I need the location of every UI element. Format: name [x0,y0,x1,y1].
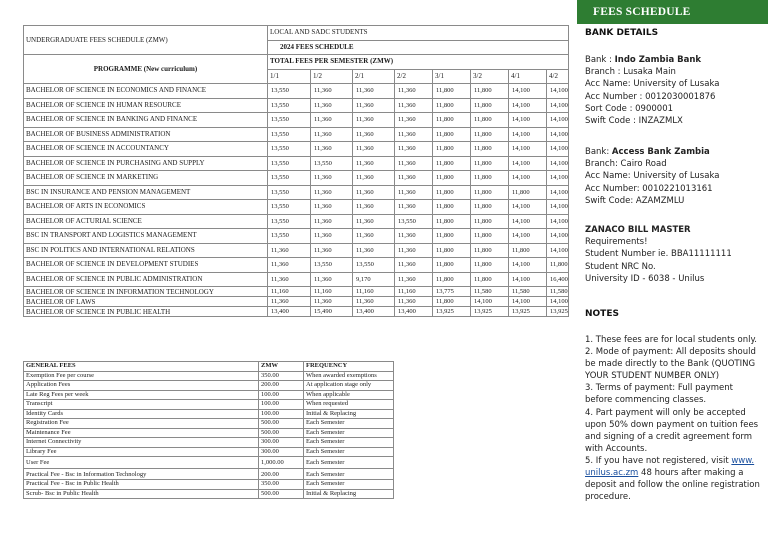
general-fee-item: Internet Connectivity [24,438,259,448]
frequency-header: FREQUENCY [304,362,394,372]
fee-cell: 11,800 [471,127,509,142]
fee-cell: 11,360 [353,127,395,142]
fee-cell: 13,925 [547,307,569,317]
general-fee-frequency: Each Semester [304,480,394,490]
fee-cell: 11,360 [353,98,395,113]
note-5-text-end: 48 hours after making a deposit and follow the online registration procedure. [585,468,760,503]
fee-cell: 14,100 [509,297,547,307]
fee-cell: 13,550 [268,200,311,215]
fee-cell: 14,100 [547,127,569,142]
fees-row [24,156,569,171]
fee-cell: 14,100 [547,142,569,157]
general-fee-row [24,381,394,391]
general-fee-amount: 200.00 [259,468,304,480]
general-fee-item: Registration Fee [24,419,259,429]
fee-cell: 11,360 [395,272,433,287]
bank-name: Indo Zambia Bank [614,55,702,65]
fee-cell: 14,100 [547,229,569,244]
fee-cell: 11,800 [433,214,471,229]
general-fee-row [24,457,394,469]
general-fee-amount: 300.00 [259,438,304,448]
general-fees-header: GENERAL FEES [24,362,259,372]
general-fee-amount: 350.00 [259,371,304,381]
general-fee-row [24,371,394,381]
fee-cell: 14,100 [509,229,547,244]
fee-cell: 11,360 [395,258,433,273]
fee-cell: 13,925 [471,307,509,317]
fee-cell: 14,100 [547,200,569,215]
general-fee-amount: 350.00 [259,480,304,490]
fee-cell: 13,550 [311,156,353,171]
fees-row [24,214,569,229]
general-fee-frequency: Each Semester [304,419,394,429]
general-fees-header-row [24,362,394,372]
zanaco-student-number: Student Number ie. BBA11111111 [585,249,732,260]
fees-row [24,185,569,200]
undergraduate-fees-table [23,25,569,317]
fee-cell: 11,360 [395,113,433,128]
fees-row [24,200,569,215]
fee-cell: 14,100 [547,243,569,258]
general-fees-body [24,371,394,499]
fee-cell: 11,360 [395,200,433,215]
semester-header: 1/2 [311,69,353,84]
fee-cell: 14,100 [509,258,547,273]
general-fee-row [24,390,394,400]
bank-label: Bank: [585,147,612,157]
fee-cell: 11,360 [395,229,433,244]
general-fee-row [24,438,394,448]
note-3: 3. Terms of payment: Full payment before commencing classes. [585,383,733,406]
programme-name: BACHELOR OF SCIENCE IN MARKETING [24,171,268,186]
general-fee-row [24,447,394,457]
bank-1-sort-code: Sort Code : 0900001 [585,103,674,114]
general-fee-row [24,489,394,499]
fees-row [24,142,569,157]
header-row-1 [24,26,569,41]
fee-cell: 13,550 [268,156,311,171]
fee-cell: 11,360 [353,297,395,307]
fee-cell: 13,550 [395,214,433,229]
fee-cell: 11,800 [433,243,471,258]
fee-cell: 11,160 [268,287,311,297]
general-fee-row [24,400,394,410]
bank-2-acc-name: Acc Name: University of Lusaka [585,171,720,182]
fee-cell: 14,100 [547,214,569,229]
general-fee-item: Exemption Fee per course [24,371,259,381]
fee-cell: 11,160 [353,287,395,297]
general-fees-table [23,361,394,499]
bank-1-swift-code: Swift Code : INZAZMLX [585,116,683,127]
fees-row [24,171,569,186]
fee-cell: 11,360 [311,200,353,215]
note-1: 1. These fees are for local students only. [585,335,758,345]
zanaco-student-nrc: Student NRC No. [585,261,656,272]
programme-name: BACHELOR OF SCIENCE IN PUBLIC HEALTH [24,307,268,317]
fee-cell: 11,800 [433,98,471,113]
fee-cell: 11,800 [433,200,471,215]
general-fee-item: Library Fee [24,447,259,457]
fee-cell: 13,925 [509,307,547,317]
general-fee-amount: 500.00 [259,489,304,499]
fee-cell: 11,360 [311,127,353,142]
general-fee-amount: 500.00 [259,428,304,438]
general-fee-amount: 500.00 [259,419,304,429]
fee-cell: 11,360 [353,243,395,258]
general-fee-frequency: Initial & Replacing [304,489,394,499]
zanaco-details [585,224,763,285]
fee-cell: 13,550 [268,185,311,200]
general-fee-amount: 1,000.00 [259,457,304,469]
fee-cell: 11,360 [353,200,395,215]
fee-cell: 11,800 [471,229,509,244]
fee-cell: 11,360 [353,156,395,171]
fee-cell: 14,100 [509,127,547,142]
semester-header: 4/1 [509,69,547,84]
bank-1-acc-number: Acc Number : 0012030001876 [585,91,716,102]
fees-row [24,113,569,128]
zanaco-university-id: University ID - 6038 - Unilus [585,273,705,284]
fee-cell: 11,800 [471,84,509,99]
fee-cell: 14,100 [471,297,509,307]
fee-cell: 13,550 [268,229,311,244]
fees-body [24,84,569,317]
fee-cell: 11,580 [509,287,547,297]
fee-cell: 13,550 [268,84,311,99]
programme-name: BACHELOR OF BUSINESS ADMINISTRATION [24,127,268,142]
fee-cell: 11,360 [311,113,353,128]
fee-cell: 11,360 [395,156,433,171]
semester-header: 3/1 [433,69,471,84]
programme-name: BACHELOR OF LAWS [24,297,268,307]
fee-cell: 11,360 [311,229,353,244]
general-fee-frequency: Each Semester [304,468,394,480]
fee-cell: 11,800 [433,84,471,99]
fee-cell: 13,550 [353,258,395,273]
general-fee-row [24,428,394,438]
general-fee-amount: 100.00 [259,390,304,400]
fee-cell: 11,360 [353,185,395,200]
bank-label: Bank : [585,55,615,65]
fee-cell: 11,360 [395,98,433,113]
general-fee-item: Application Fees [24,381,259,391]
fee-cell: 11,800 [433,185,471,200]
programme-name: BSC IN INSURANCE AND PENSION MANAGEMENT [24,185,268,200]
zanaco-title: ZANACO BILL MASTER [585,225,691,235]
general-fee-frequency: Initial & Replacing [304,409,394,419]
general-fee-row [24,468,394,480]
fee-cell: 11,580 [547,287,569,297]
fee-cell: 11,800 [433,297,471,307]
fee-cell: 11,360 [353,113,395,128]
fee-cell: 11,800 [471,171,509,186]
bank-2-acc-number: Acc Number: 0010221013161 [585,183,713,194]
fee-cell: 11,360 [268,258,311,273]
fee-cell: 11,800 [471,272,509,287]
fee-cell: 14,100 [509,272,547,287]
header-row-3 [24,55,569,70]
fee-cell: 11,800 [433,171,471,186]
fee-cell: 13,775 [433,287,471,297]
note-2: 2. Mode of payment: All deposits should be made directly to the Bank (QUOTING YOUR STUDENT NUMBER ONLY) [585,347,756,382]
notes-list [585,334,763,503]
fee-cell: 11,360 [311,98,353,113]
fees-row [24,272,569,287]
sidebar [577,0,768,543]
fee-cell: 13,925 [433,307,471,317]
fees-row [24,287,569,297]
programme-name: BACHELOR OF SCIENCE IN BANKING AND FINANCE [24,113,268,128]
bank-1-name-line [585,54,763,66]
fee-cell: 11,360 [353,171,395,186]
general-fee-amount: 100.00 [259,400,304,410]
fee-cell: 11,360 [395,142,433,157]
bank-1-branch: Branch : Lusaka Main [585,67,676,78]
programme-name: BACHELOR OF SCIENCE IN PUBLIC ADMINISTRATION [24,272,268,287]
fee-cell: 14,100 [547,98,569,113]
fee-cell: 16,400 [547,272,569,287]
note-5 [585,455,763,503]
fee-cell: 11,160 [311,287,353,297]
fee-cell: 11,360 [395,84,433,99]
general-fee-frequency: Each Semester [304,447,394,457]
fee-cell: 14,100 [509,200,547,215]
fee-cell: 13,400 [268,307,311,317]
programme-name: BSC IN POLITICS AND INTERNATIONAL RELATIONS [24,243,268,258]
fee-cell: 11,800 [471,142,509,157]
fee-cell: 13,550 [268,113,311,128]
fee-cell: 13,550 [311,258,353,273]
total-fees-header: TOTAL FEES PER SEMESTER (ZMW) [268,55,569,70]
fee-cell: 14,100 [509,84,547,99]
fees-row [24,229,569,244]
schedule-label: 2024 FEES SCHEDULE [268,40,569,55]
fee-cell: 15,490 [311,307,353,317]
programme-name: BACHELOR OF SCIENCE IN ACCOUNTANCY [24,142,268,157]
fee-cell: 11,800 [433,142,471,157]
general-fee-item: User Fee [24,457,259,469]
fee-cell: 9,170 [353,272,395,287]
fees-table-title: UNDERGRADUATE FEES SCHEDULE (ZMW) [24,26,268,55]
programme-name: BACHELOR OF SCIENCE IN DEVELOPMENT STUDIES [24,258,268,273]
fee-cell: 13,550 [268,127,311,142]
fee-cell: 11,800 [471,200,509,215]
general-fee-frequency: Each Semester [304,428,394,438]
fees-row [24,98,569,113]
fees-row [24,258,569,273]
bank-1-acc-name: Acc Name: University of Lusaka [585,79,720,90]
fee-cell: 11,360 [311,297,353,307]
note-5-text: 5. If you have not registered, visit [585,455,732,466]
fee-cell: 11,360 [395,243,433,258]
fee-cell: 11,800 [433,113,471,128]
sidebar-header: FEES SCHEDULE [577,0,768,24]
fee-cell: 11,160 [395,287,433,297]
general-fee-amount: 100.00 [259,409,304,419]
general-fee-item: Transcript [24,400,259,410]
semester-header: 2/1 [353,69,395,84]
general-fee-frequency: When requested [304,400,394,410]
fee-cell: 13,550 [268,98,311,113]
programme-header: PROGRAMME (New curriculum) [24,55,268,84]
bank-1-details [585,54,763,127]
general-fee-item: Identity Cards [24,409,259,419]
fee-cell: 11,360 [395,171,433,186]
fee-cell: 14,100 [547,297,569,307]
fee-cell: 14,100 [509,98,547,113]
programme-name: BACHELOR OF ACTURIAL SCIENCE [24,214,268,229]
fee-cell: 11,360 [353,84,395,99]
general-fee-amount: 300.00 [259,447,304,457]
fees-row [24,307,569,317]
fee-cell: 14,100 [547,185,569,200]
fee-cell: 11,360 [311,142,353,157]
general-fee-frequency: When applicable [304,390,394,400]
programme-name: BACHELOR OF ARTS IN ECONOMICS [24,200,268,215]
programme-name: BACHELOR OF SCIENCE IN HUMAN RESOURCE [24,98,268,113]
general-fee-amount: 200.00 [259,381,304,391]
fees-row [24,84,569,99]
fee-cell: 11,800 [471,243,509,258]
programme-name: BACHELOR OF SCIENCE IN INFORMATION TECHNOLOGY [24,287,268,297]
general-fee-item: Scrub- Bsc in Public Health [24,489,259,499]
fees-row [24,243,569,258]
notes-title: NOTES [585,309,619,319]
fee-cell: 11,800 [433,156,471,171]
fee-cell: 11,580 [471,287,509,297]
fee-cell: 11,360 [311,171,353,186]
fee-cell: 11,360 [353,229,395,244]
fee-cell: 11,800 [509,185,547,200]
fee-cell: 11,360 [311,84,353,99]
semester-header: 3/2 [471,69,509,84]
fee-cell: 11,800 [471,185,509,200]
zmw-header: ZMW [259,362,304,372]
fee-cell: 11,360 [395,185,433,200]
bank-2-details [585,146,763,207]
fee-cell: 11,800 [433,258,471,273]
fee-cell: 11,800 [471,214,509,229]
general-fee-frequency: Each Semester [304,438,394,448]
fee-cell: 11,800 [471,98,509,113]
fee-cell: 11,800 [509,243,547,258]
fee-cell: 14,100 [547,171,569,186]
fee-cell: 13,550 [268,171,311,186]
zanaco-requirements: Requirements! [585,237,648,248]
bank-2-swift-code: Swift Code: AZAMZMLU [585,195,685,206]
programme-name: BACHELOR OF SCIENCE IN ECONOMICS AND FINANCE [24,84,268,99]
fee-cell: 11,800 [471,258,509,273]
fee-cell: 13,400 [353,307,395,317]
website-link[interactable]: www. unilus.ac.zm [585,455,755,479]
fee-cell: 11,360 [268,243,311,258]
bank-name: Access Bank Zambia [611,147,710,157]
general-fee-row [24,480,394,490]
fee-cell: 11,360 [311,214,353,229]
fee-cell: 11,800 [433,229,471,244]
fee-cell: 14,100 [509,113,547,128]
bank-2-name-line [585,146,763,158]
fee-cell: 11,360 [353,142,395,157]
bank-details-title: BANK DETAILS [585,28,659,38]
fee-cell: 11,800 [433,272,471,287]
general-fee-row [24,409,394,419]
fee-cell: 11,800 [547,258,569,273]
general-fee-item: Practical Fee - Bsc in Public Health [24,480,259,490]
fee-cell: 11,360 [395,297,433,307]
general-fee-frequency: Each Semester [304,457,394,469]
fee-cell: 11,800 [471,113,509,128]
programme-name: BACHELOR OF SCIENCE IN PURCHASING AND SUPPLY [24,156,268,171]
fee-cell: 13,550 [268,214,311,229]
general-fee-row [24,419,394,429]
programme-name: BSC IN TRANSPORT AND LOGISTICS MANAGEMENT [24,229,268,244]
fees-row [24,127,569,142]
general-fee-frequency: When awarded exemptions [304,371,394,381]
semester-header: 1/1 [268,69,311,84]
general-fee-item: Maintenance Fee [24,428,259,438]
semester-header: 4/2 [547,69,569,84]
fee-cell: 14,100 [547,156,569,171]
general-fee-frequency: At application stage only [304,381,394,391]
students-label: LOCAL AND SADC STUDENTS [268,26,569,41]
fee-cell: 11,360 [353,214,395,229]
semester-header: 2/2 [395,69,433,84]
fees-row [24,297,569,307]
general-fee-item: Late Reg Fees per week [24,390,259,400]
bank-2-branch: Branch: Cairo Road [585,159,667,170]
fee-cell: 13,550 [268,142,311,157]
fee-cell: 14,100 [547,84,569,99]
fee-cell: 11,360 [268,272,311,287]
note-4: 4. Part payment will only be accepted upon 50% down payment on tuition fees and signing of a credit agreement form with Accounts. [585,407,759,454]
fee-cell: 11,360 [395,127,433,142]
fee-cell: 14,100 [547,113,569,128]
fee-cell: 14,100 [509,156,547,171]
fee-cell: 11,360 [311,185,353,200]
fee-cell: 14,100 [509,142,547,157]
fee-cell: 11,360 [268,297,311,307]
fee-cell: 11,360 [311,243,353,258]
fee-cell: 13,400 [395,307,433,317]
fee-cell: 14,100 [509,214,547,229]
fee-cell: 11,800 [471,156,509,171]
fee-cell: 11,360 [311,272,353,287]
general-fee-item: Practical Fee - Bsc in Information Technology [24,468,259,480]
fee-cell: 11,800 [433,127,471,142]
fee-cell: 14,100 [509,171,547,186]
